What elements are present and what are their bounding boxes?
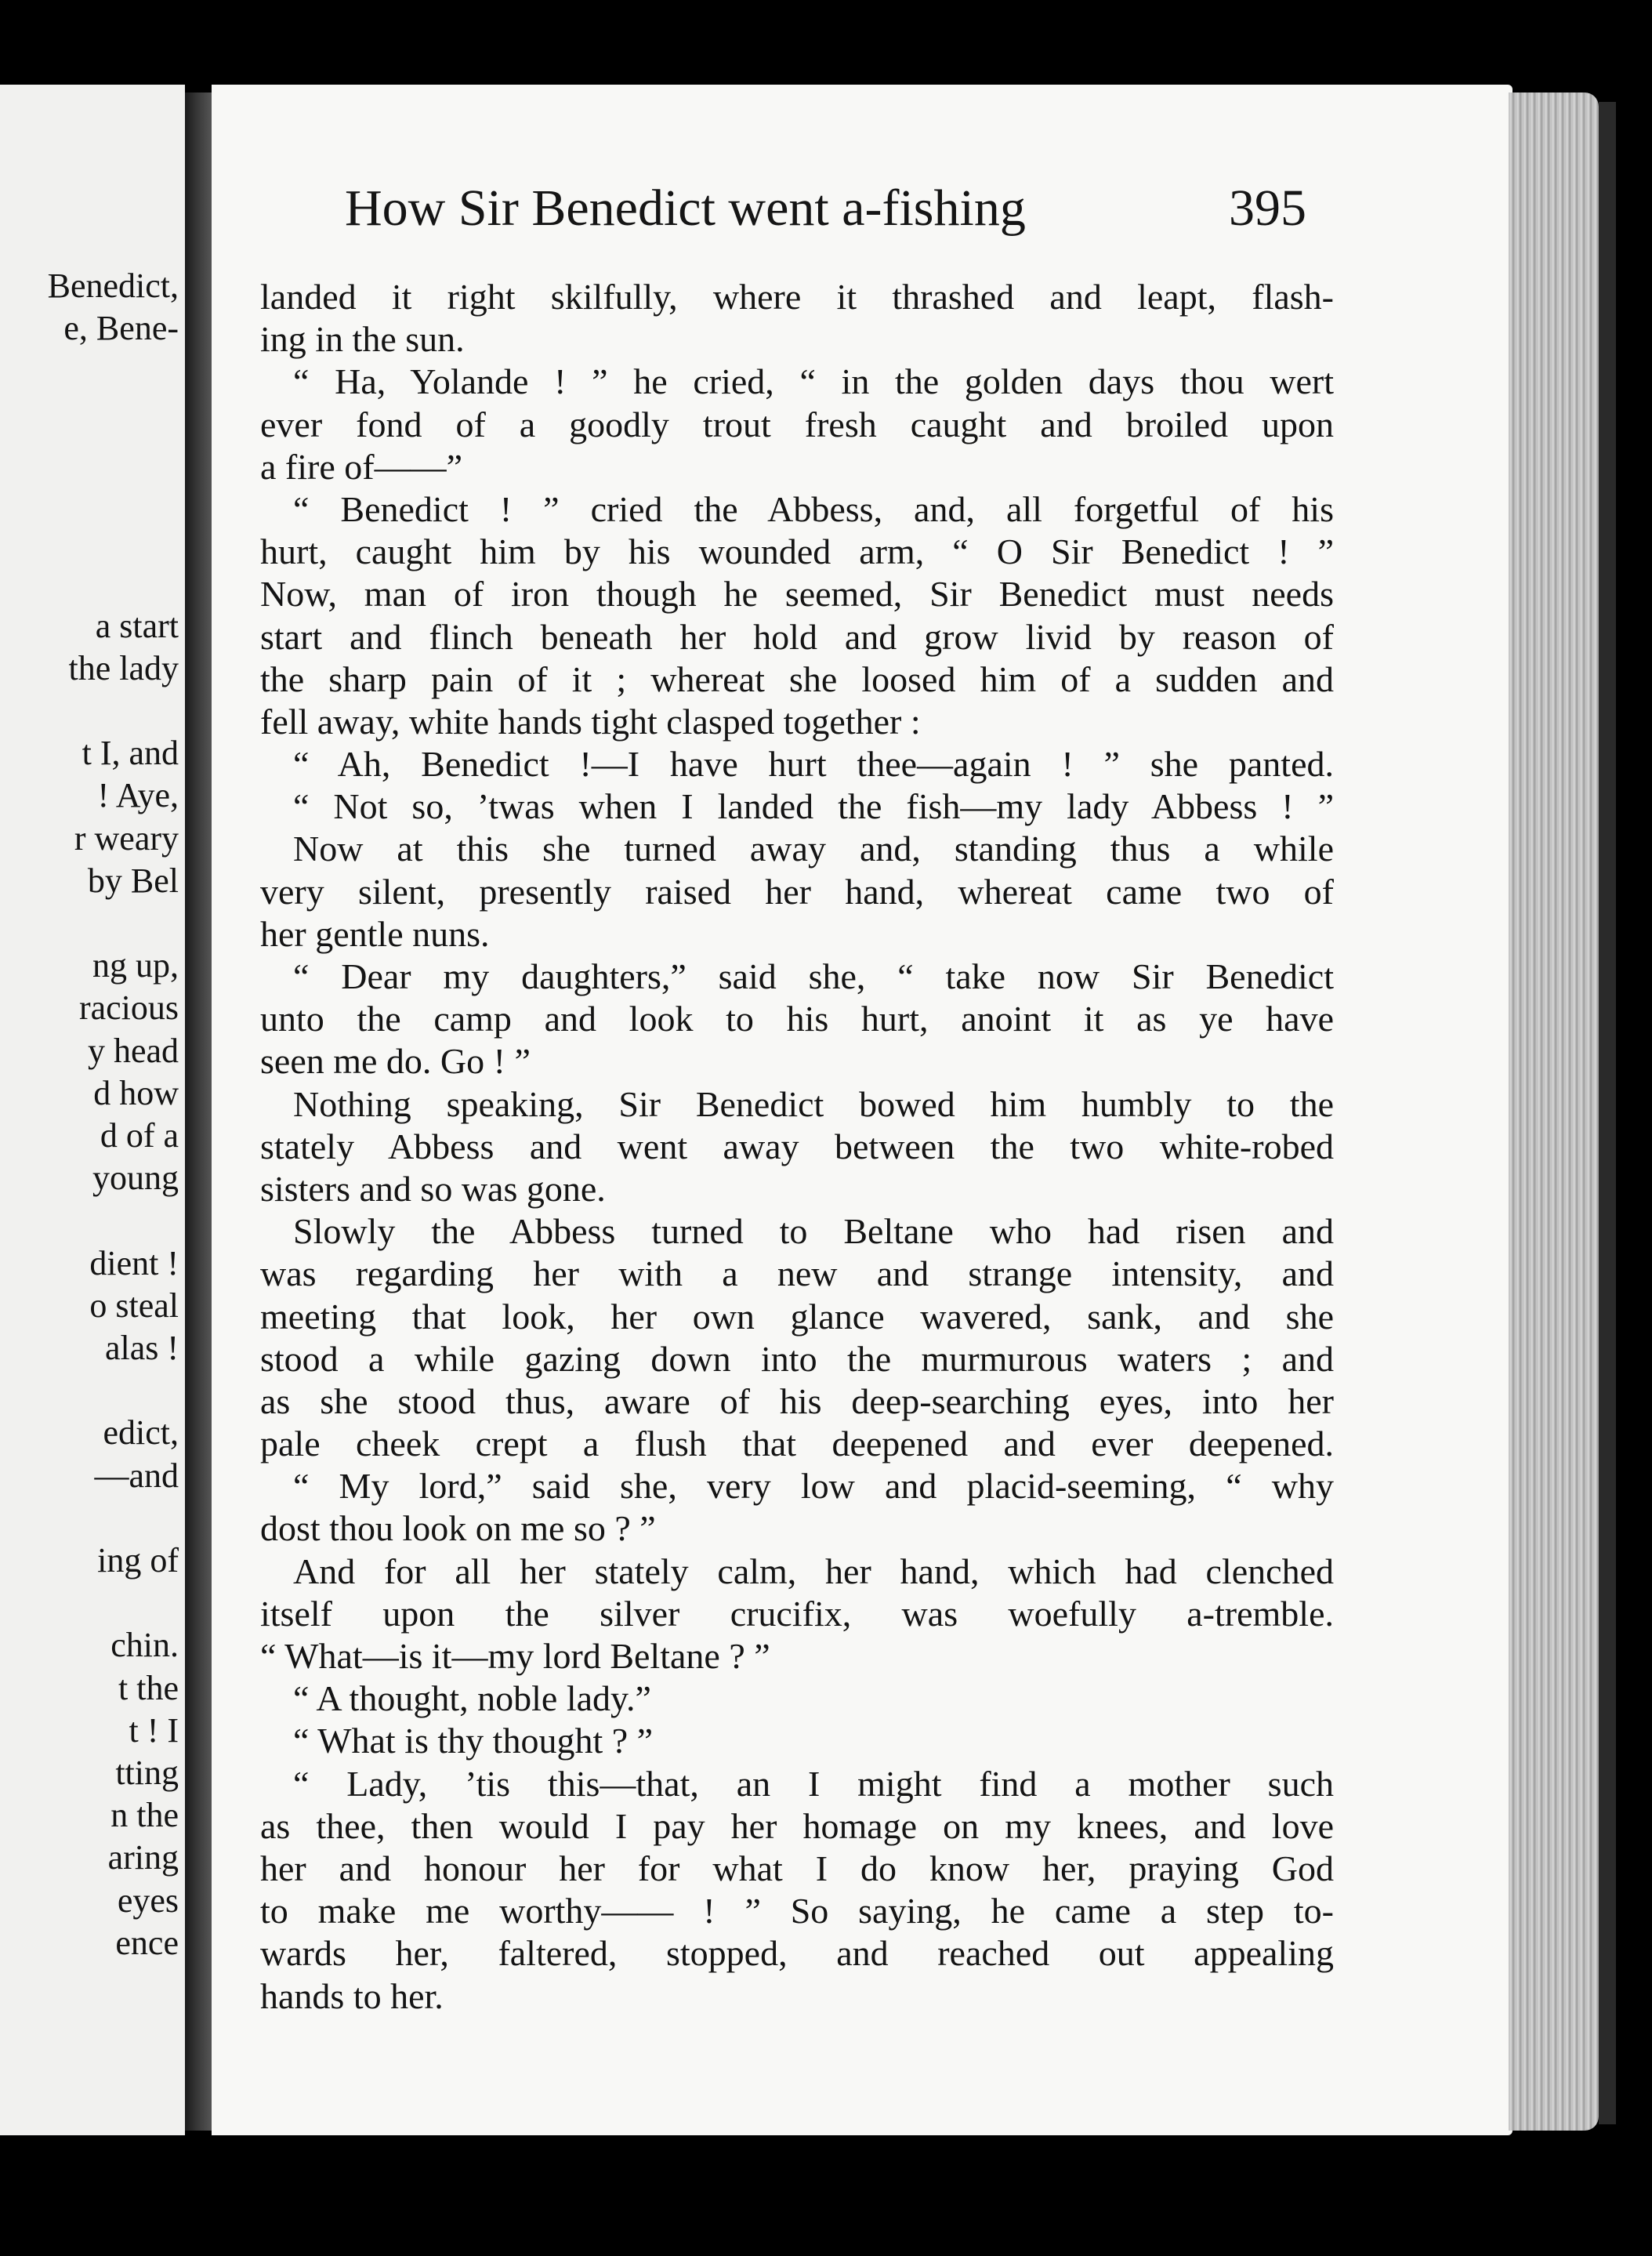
text-line: dost thou look on me so ? ” [260,1508,656,1549]
facing-page-line: y head [87,1031,179,1070]
text-line: “ Dear my daughters,” said she, “ take now Sir Benedict [293,956,1334,996]
facing-page-line: ing of [97,1541,179,1580]
text-line: Slowly the Abbess turned to Beltane who had risen and [293,1211,1334,1252]
book-gutter [185,92,212,2131]
text-line: as thee, then would I pay her homage on my knees, and love [260,1805,1334,1846]
text-line: pale cheek crept a flush that deepened and ever deepened. [260,1424,1334,1464]
text-line: unto the camp and look to his hurt, anoint it as ye have [260,999,1334,1039]
facing-page-line: eyes [117,1881,179,1920]
facing-page-line: Benedict, [47,267,179,305]
text-line: her and honour her for what I do know her, praying God [260,1848,1334,1888]
text-line: hurt, caught him by his wounded arm, “ O Sir Benedict ! ” [260,531,1334,572]
text-line: very silent, presently raised her hand, whereat came two of [260,871,1334,912]
text-line: start and flinch beneath her hold and grow livid by reason of [260,616,1334,657]
text-line: Now at this she turned away and, standing thus a while [293,829,1334,869]
text-line: fell away, white hands tight clasped together : [260,701,921,742]
text-line: “ A thought, noble lady.” [293,1678,651,1719]
facing-page-line: chin. [110,1626,179,1665]
text-line: to make me worthy—— ! ” So saying, he came a step to- [260,1891,1334,1931]
text-line: her gentle nuns. [260,913,490,954]
text-line: wards her, faltered, stopped, and reached out appealing [260,1933,1334,1974]
text-line: sisters and so was gone. [260,1168,606,1209]
facing-page-line: e, Bene- [63,309,179,348]
text-line: “ My lord,” said she, very low and placid-seeming, “ why [293,1466,1334,1507]
text-line: “ Ha, Yolande ! ” he cried, “ in the golden days thou wert [293,361,1334,402]
text-line: a fire of——” [260,446,462,487]
facing-page [0,85,185,2135]
facing-page-line: o steal [89,1286,179,1325]
text-line: seen me do. Go ! ” [260,1041,531,1082]
facing-page-line: t ! I [129,1710,179,1750]
text-line: itself upon the silver crucifix, was woefully a-tremble. [260,1593,1334,1634]
facing-page-line: ! Aye, [97,776,179,815]
facing-page-line: t I, and [82,734,179,773]
facing-page-line: d of a [100,1116,179,1155]
text-line: “ Ah, Benedict !—I have hurt thee—again ! ” she panted. [293,744,1334,785]
text-line: “ What is thy thought ? ” [293,1721,654,1761]
page-number: 395 [1229,180,1306,237]
text-line: ing in the sun. [260,319,465,360]
body-text [260,276,1334,2018]
facing-page-line: by Bel [87,861,179,900]
text-line: Now, man of iron though he seemed, Sir Benedict must needs [260,574,1334,615]
text-line: landed it right skilfully, where it thrashed and leapt, flash- [260,277,1334,317]
text-line: meeting that look, her own glance wavered, sank, and she [260,1296,1334,1337]
text-line: was regarding her with a new and strange intensity, and [260,1253,1334,1294]
facing-page-line: tting [115,1754,179,1792]
text-line: hands to her. [260,1975,444,2016]
facing-page-line: a start [95,606,179,645]
text-line: ever fond of a goodly trout fresh caught and broiled upon [260,404,1334,444]
facing-page-line: young [92,1159,179,1198]
running-head: How Sir Benedict went a-fishing [345,180,1026,237]
facing-page-line: dient ! [89,1243,179,1282]
text-line: “ Not so, ’twas when I landed the fish—my lady Abbess ! ” [293,786,1334,827]
facing-page-line: ng up, [92,946,179,985]
facing-page-line: edict, [103,1413,179,1453]
page-edge-shadow [1599,102,1616,2124]
facing-page-line: alas ! [104,1329,179,1367]
facing-page-line: r weary [74,818,179,858]
facing-page-line: ence [115,1923,179,1962]
facing-page-line: the lady [68,648,179,687]
facing-page-line: —and [94,1456,179,1495]
text-line: And for all her stately calm, her hand, which had clenched [293,1551,1334,1591]
facing-page-line: racious [78,988,179,1028]
text-line: stood a while gazing down into the murmurous waters ; and [260,1338,1334,1379]
text-line: the sharp pain of it ; whereat she loosed him of a sudden and [260,658,1334,699]
facing-page-line: t the [118,1668,179,1707]
text-line: stately Abbess and went away between the two white-robed [260,1126,1334,1166]
facing-page-line: n the [110,1796,179,1835]
text-line: “ What—is it—my lord Beltane ? ” [260,1636,770,1676]
page-edges [1509,92,1599,2131]
facing-page-line: aring [107,1838,179,1877]
text-line: Nothing speaking, Sir Benedict bowed him humbly to the [293,1083,1334,1124]
text-line: as she stood thus, aware of his deep-searching eyes, into her [260,1380,1334,1421]
text-line: “ Benedict ! ” cried the Abbess, and, all forgetful of his [293,488,1334,529]
text-line: “ Lady, ’tis this—that, an I might find a mother such [293,1763,1334,1804]
facing-page-line: d how [93,1073,179,1112]
